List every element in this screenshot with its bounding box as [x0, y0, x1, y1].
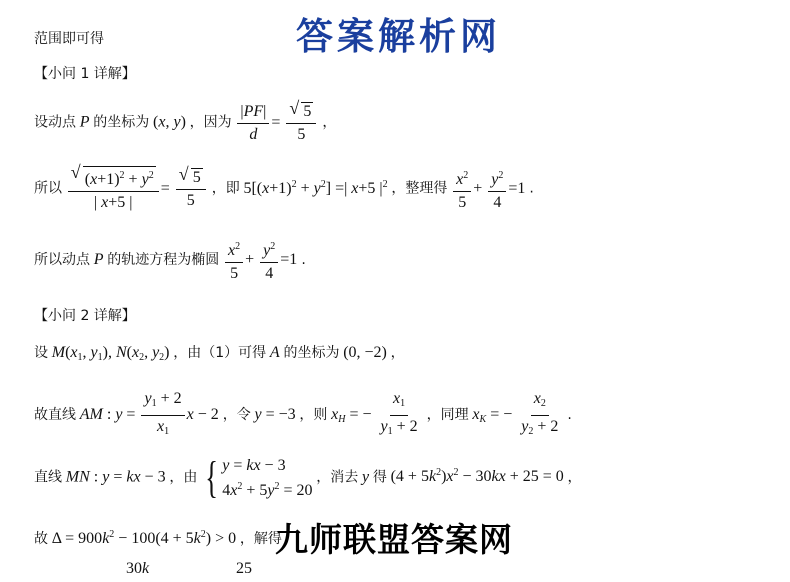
text-segment: ，解得 — [239, 531, 282, 547]
text-segment: 的轨迹方程为椭圆 — [107, 252, 220, 269]
text-segment: ，因为 — [189, 114, 232, 131]
text-segment: . — [529, 180, 534, 197]
line-discriminant: 故 $\Delta = 900k^2 - 100(4 + 5k^2) > 0$ ，解得 — [34, 529, 282, 547]
text-segment: ， — [390, 345, 405, 361]
line-coordinates: 设动点 P 的坐标为 (x, y) ，因为 $\frac{|PF|}{d}$ = √ $\frac{5}{5}$ ， — [34, 102, 336, 144]
intro-text: 范围即可得 — [34, 31, 104, 47]
text-segment: 故 — [34, 531, 48, 547]
line-points: 设 $M(x_1$, $y_1$), $N(x_2$, $y_2$) ，由（1）可得 A 的坐标为 (0, −2) ， — [34, 344, 405, 363]
text-segment: 得 — [372, 469, 387, 486]
text-segment: . — [301, 252, 306, 269]
text-segment: ，消去 — [316, 469, 359, 486]
watermark-top: 答案解析网 — [296, 15, 501, 58]
watermark-bottom: 九师联盟答案网 — [275, 520, 513, 559]
line-am: 故直线 AM : y = $\frac{y_1 + 2}{x_1}$ x − 2 ，令 y = −3 ，则 $x_H$ = − $\frac{x_1}{y_1 + 2}$ ，同理 $x_K$ = − $\frac{x_2}{y_2 + 2}$ . — [34, 390, 572, 437]
heading-part-2: 【小问 2 详解】 — [34, 308, 136, 324]
text-segment: 设动点 — [34, 114, 76, 131]
text-segment: ，同理 — [426, 407, 469, 424]
text-segment: ，则 — [299, 407, 328, 424]
text-segment: ，整理得 — [391, 180, 448, 197]
text-segment: 所以 — [34, 180, 62, 197]
text-segment: ，令 — [222, 407, 251, 424]
text-segment: . — [567, 407, 572, 424]
heading-part-1: 【小问 1 详解】 — [34, 66, 136, 82]
line-mn: 直线 MN : y = kx − 3 ，由 { y = kx − 3 $4x^2 + 5y^2 = 20$ ，消去 y 得 $(4 + 5k^2)x^2 - 30kx + 25 = 0$ ， — [34, 453, 582, 502]
text-segment: 故直线 — [34, 407, 76, 424]
text-segment: ， — [322, 114, 337, 131]
text-segment: ，由 — [169, 469, 198, 486]
text-segment: 的坐标为 — [283, 345, 340, 361]
text-segment: 所以动点 — [34, 252, 90, 269]
text-segment: 的坐标为 — [93, 114, 150, 131]
text-segment: ，即 — [211, 180, 240, 197]
line-locus: 所以动点 P 的轨迹方程为椭圆 $\frac{x^2}{5}$ + $\frac{y^2}{4}$ =1 . — [34, 238, 306, 283]
text-segment: ， — [567, 469, 582, 486]
equation-system: { y = kx − 3 $4x^2 + 5y^2 = 20$ — [205, 453, 313, 502]
line-equation: 所以 √ $\frac{(x+1)^2 + y^2}{| x+5 |}$ = √ $\frac{5}{5}$ ，即 $5[(x+1)^2 + y^2]$ =| x+5 $|^2$ ，整理得 $\frac{x^2}{5}$ + $\frac{y^2}{4}$ =1 . — [34, 166, 534, 212]
text-segment: 设 — [34, 345, 48, 361]
text-segment: ，由（1）可得 — [173, 345, 267, 361]
text-segment: 直线 — [34, 469, 62, 486]
